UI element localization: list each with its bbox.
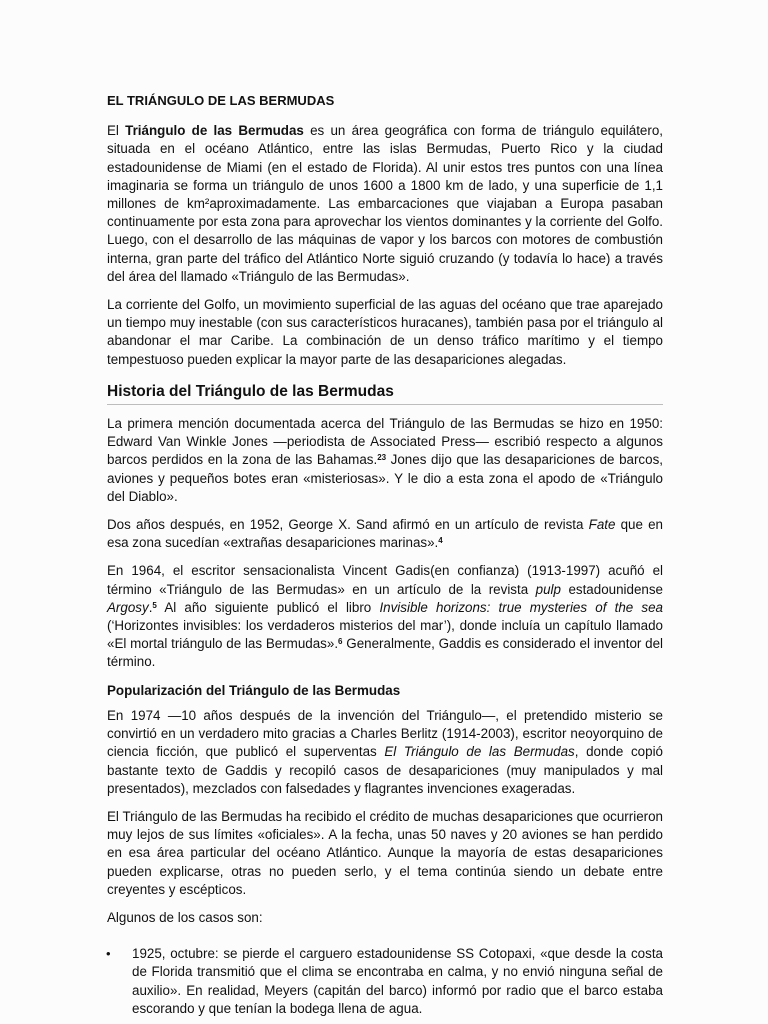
- magazine-name: Fate: [588, 517, 616, 533]
- footnote-ref: 5: [152, 600, 157, 610]
- history-paragraph-3: [107, 562, 663, 671]
- history-p1-text-b: Jones dijo que las desapariciones de barcos, aviones y pequeños botes eran «misteriosas». Y le dio a esta zona el apodo de «Triángulo del Diablo».: [107, 452, 663, 504]
- footnote-ref: 4: [438, 536, 443, 546]
- history-p3-text-d: Al año siguiente publicó el libro: [156, 599, 380, 615]
- popularization-p1-text-a: En 1974 —10 años después de la invención del Triángulo—, el pretendido misterio se convirtió en un verdadero mito gracias a Charles Berlitz (1914-2003), escritor neoyorquino de ciencia ficción, que publicó el superventas: [107, 707, 663, 760]
- book-title: Invisible horizons: true mysteries of the sea: [379, 599, 663, 615]
- history-heading: Historia del Triángulo de las Bermudas: [107, 383, 663, 405]
- intro-rest: es un área geográfica con forma de triángulo equilátero, situada en el océano Atlántico, entre las islas Bermudas, Puerto Rico y la ciudad estadounidense de Miami (en el estado de Florida). Al unir estos tres puntos con una línea imaginaria se forma un triángulo de unos 1600 a 1800 km de lado, y una superficie de 1,1 millones de km²aproximadamente. Las embarcaciones que viajaban a Europa pasaban continuamente por esta zona para aprovechar los vientos dominantes y la corriente del Golfo. Luego, con el desarrollo de las máquinas de vapor y los barcos con motores de combustión interna, gran parte del tráfico del Atlántico Norte siguió cruzando (y todavía lo hace) a través del área del llamado «Triángulo de las Bermudas».: [107, 123, 663, 284]
- intro-paragraph-2: La corriente del Golfo, un movimiento superficial de las aguas del océano que trae aparejado un tiempo muy inestable (con sus característicos huracanes), también pasa por el triángulo al abandonar el mar Caribe. La combinación de un denso tráfico marítimo y el tiempo tempestuoso pueden explicar la mayor parte de las desapariciones alegadas.: [107, 297, 663, 367]
- history-p2-text-b: que en esa zona sucedían «extrañas desapariciones marinas».: [107, 517, 663, 551]
- cases-list: [107, 945, 663, 1018]
- list-item: [107, 945, 663, 1018]
- document-page: [107, 92, 663, 1018]
- popularization-paragraph-3: Algunos de los casos son:: [107, 909, 263, 925]
- magazine-name: Argosy: [107, 599, 149, 615]
- case-text: 1925, octubre: se pierde el carguero estadounidense SS Cotopaxi, «que desde la costa de Florida transmitió que el clima se encontraba en calma, y no envió ninguna señal de auxilio». En realidad, Meyers (capitán del barco) informó por radio que el barco estaba escorando y que tenían la bodega llena de agua.: [132, 946, 663, 1016]
- intro-term: Triángulo de las Bermudas: [125, 123, 304, 139]
- history-p3-text-e: (‘Horizontes invisibles: los verdaderos misterios del mar’), donde incluía un capítulo llamado «El mortal triángulo de las Bermudas».: [107, 618, 663, 652]
- history-p3-text-f: Generalmente, Gaddis es considerado el inventor del término.: [107, 636, 664, 670]
- popularization-heading: Popularización del Triángulo de las Bermudas: [107, 682, 401, 698]
- book-title: El Triángulo de las Bermudas: [384, 744, 575, 760]
- history-p3-text-a: En 1964, el escritor sensacionalista Vincent Gadis(en confianza) (1913-1997) acuñó el término «Triángulo de las Bermudas» en un artículo de la revista: [107, 563, 663, 597]
- footnote-ref: 23: [377, 453, 387, 463]
- bullet-icon: •: [106, 946, 111, 962]
- popularization-paragraph-2: El Triángulo de las Bermudas ha recibido el crédito de muchas desapariciones que ocurrieron muy lejos de sus límites «oficiales». A la fecha, unas 50 naves y 20 aviones se han perdido en esa área particular del océano Atlántico. Aunque la mayoría de estas desapariciones pueden explicarse, otras no pueden serlo, y el tema continúa siendo un debate entre creyentes y escépticos.: [107, 808, 663, 897]
- history-paragraph-1: [107, 415, 663, 506]
- pulp-term: pulp: [535, 581, 561, 597]
- popularization-paragraph-1: [107, 707, 663, 798]
- history-p3-text-b: estadounidense: [560, 581, 664, 597]
- history-p2-text-a: Dos años después, en 1952, George X. Sand afirmó en un artículo de revista: [107, 517, 589, 533]
- document-title: EL TRIÁNGULO DE LAS BERMUDAS: [107, 93, 335, 108]
- intro-lead: El: [107, 123, 126, 139]
- history-p1-text-a: La primera mención documentada acerca del Triángulo de las Bermudas se hizo en 1950: Edward Van Winkle Jones —periodista de Associated Press— escribió respecto a algunos barcos perdidos en la zona de las Bahamas.: [107, 416, 663, 468]
- history-paragraph-2: [107, 516, 663, 552]
- history-p3-text-c: .: [148, 599, 153, 615]
- footnote-ref: 6: [338, 637, 343, 647]
- popularization-p1-text-b: , donde copió bastante texto de Gaddis y recopiló casos de desapariciones (muy manipulados y mal presentados), mezclados con falsedades y flagrantes invenciones exageradas.: [107, 744, 663, 796]
- intro-paragraph-1: [107, 122, 663, 286]
